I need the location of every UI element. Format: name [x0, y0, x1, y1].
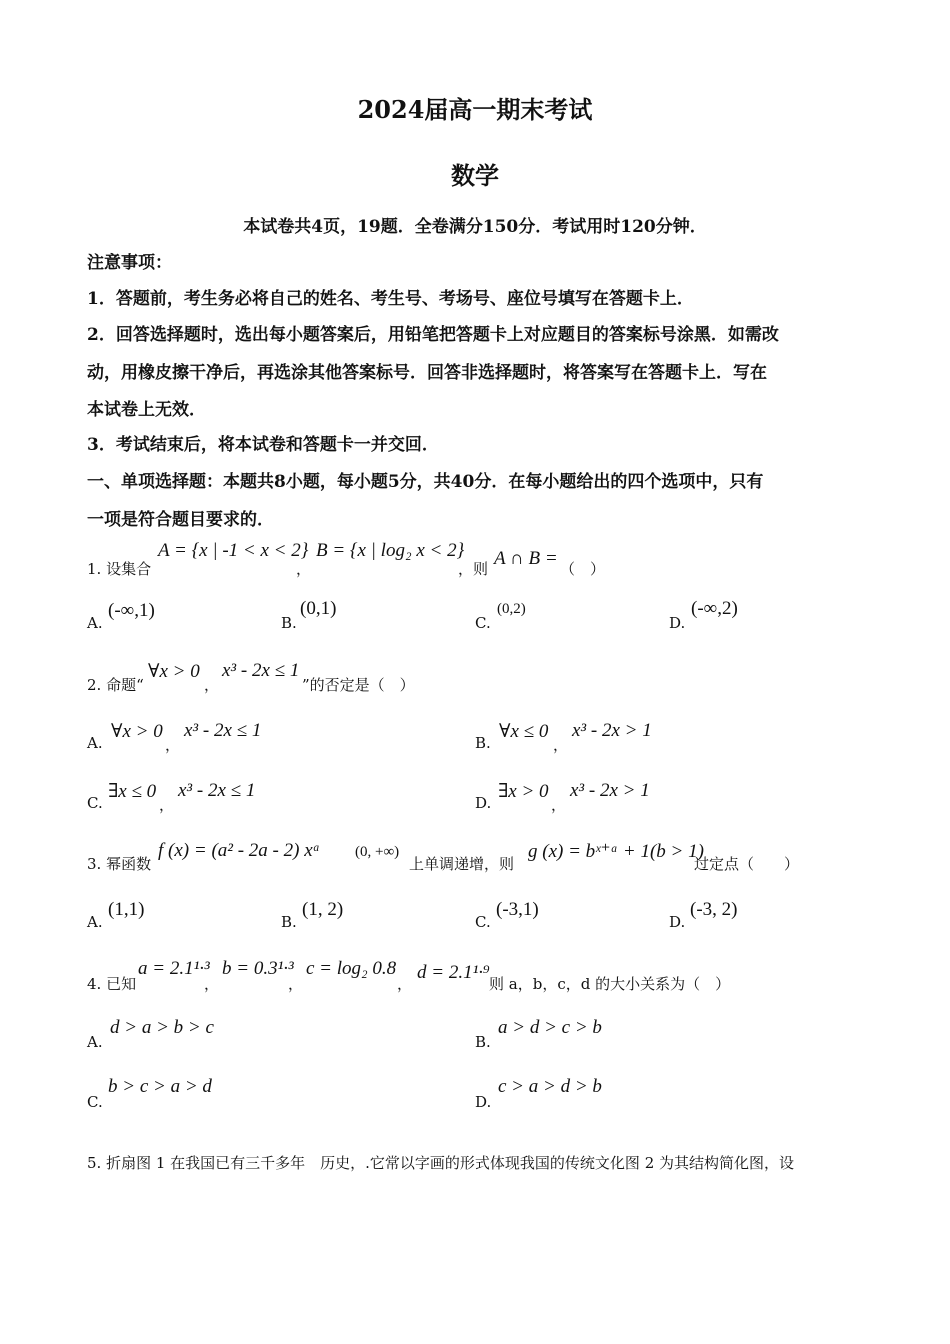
- q4-option-c-label: C.: [87, 1093, 103, 1111]
- q2-option-d-comma: ，: [551, 796, 567, 814]
- q2-option-d-inequality: x³ - 2x > 1: [570, 780, 650, 801]
- question-4-b: b = 0.3¹·³: [222, 958, 294, 979]
- q3-option-a-text: (1,1): [108, 899, 145, 920]
- q2-option-a-inequality: x³ - 2x ≤ 1: [184, 720, 262, 741]
- question-3-prefix: 3. 幂函数: [87, 855, 152, 873]
- q3-option-b-text: (1, 2): [302, 899, 344, 920]
- q3-option-d-text: (-3, 2): [690, 899, 738, 920]
- q2-option-c-label: C.: [87, 794, 103, 812]
- question-2-prefix: 2. 命题“: [87, 676, 144, 694]
- q3-option-c-label: C.: [475, 913, 491, 931]
- q2-option-c-inequality: x³ - 2x ≤ 1: [178, 780, 256, 801]
- q2-option-a-comma: ，: [165, 736, 181, 754]
- question-2-suffix: ”的否定是（ ）: [302, 676, 415, 694]
- notes-heading: 注意事项：: [87, 253, 172, 273]
- q1-option-c-label: C.: [475, 614, 491, 632]
- question-1-comma: ，: [296, 560, 312, 578]
- q4-option-d-label: D.: [475, 1093, 492, 1111]
- question-3-function: f (x) = (a² - 2a - 2) xᵃ: [158, 840, 321, 861]
- question-4-comma-2: ，: [288, 975, 304, 993]
- question-3-suffix: 过定点（ ）: [694, 855, 800, 873]
- section-1-line-2: 一项是符合题目要求的．: [87, 510, 274, 530]
- q1-option-d-label: D.: [669, 614, 686, 632]
- q1-option-b-label: B.: [281, 614, 297, 632]
- q1-option-a-label: A.: [87, 614, 103, 632]
- q2-option-b-inequality: x³ - 2x > 1: [572, 720, 652, 741]
- question-1-expression: A ∩ B =: [494, 548, 558, 569]
- question-4-d: d = 2.1¹·⁹: [417, 962, 490, 983]
- q3-option-a-label: A.: [87, 913, 103, 931]
- q2-option-b-comma: ，: [553, 736, 569, 754]
- question-1-set-b: B = {x | log₂ x < 2}: [316, 540, 465, 561]
- q4-option-b-text: a > d > c > b: [498, 1017, 602, 1038]
- exam-subject: 数学: [451, 161, 499, 190]
- question-1-then: ，则: [458, 560, 489, 578]
- question-4-suffix: 则 a，b，c，d 的大小关系为（ ）: [489, 975, 731, 993]
- question-5-text: 5. 折扇图 1 在我国已有三千多年 历史，.它常以字画的形式体现我国的传统文化图 2 为其结构简化图，设: [87, 1154, 795, 1172]
- question-4-a: a = 2.1¹·³: [138, 958, 210, 979]
- section-1-line-1: 一、单项选择题：本题共8小题，每小题5分，共40分．在每小题给出的四个选项中，只有: [87, 472, 764, 492]
- note-item-1: 1．答题前，考生务必将自己的姓名、考生号、考场号、座位号填写在答题卡上．: [87, 289, 694, 309]
- question-2-inequality: x³ - 2x ≤ 1: [222, 660, 300, 681]
- question-4-prefix: 4. 已知: [87, 975, 137, 993]
- exam-title: 2024届高一期末考试: [357, 95, 593, 124]
- note-item-3: 3．考试结束后，将本试卷和答题卡一并交回．: [87, 435, 439, 455]
- q2-option-b-quantifier: ∀x ≤ 0: [499, 721, 549, 742]
- q4-option-d-text: c > a > d > b: [498, 1076, 602, 1097]
- q4-option-b-label: B.: [475, 1033, 491, 1051]
- exam-info: 本试卷共4页，19题．全卷满分150分．考试用时120分钟．: [243, 217, 707, 237]
- q4-option-a-text: d > a > b > c: [110, 1017, 214, 1038]
- q3-option-b-label: B.: [281, 913, 297, 931]
- q1-option-c-text: (0,2): [497, 601, 526, 617]
- note-item-2-line-2: 动，用橡皮擦干净后，再选涂其他答案标号．回答非选择题时，将答案写在答题卡上．写在: [87, 363, 767, 383]
- q1-option-d-text: (-∞,2): [691, 598, 738, 619]
- question-1-set-a: A = {x | -1 < x < 2}: [158, 540, 309, 561]
- note-item-2-line-3: 本试卷上无效．: [87, 400, 206, 420]
- q2-option-d-label: D.: [475, 794, 492, 812]
- q2-option-d-quantifier: ∃x > 0: [498, 781, 549, 802]
- question-3-g-function: g (x) = bˣ⁺ᵃ + 1(b > 1): [528, 841, 704, 862]
- q2-option-c-comma: ，: [159, 796, 175, 814]
- question-4-c: c = log₂ 0.8: [306, 958, 397, 979]
- question-2-comma: ，: [204, 676, 220, 694]
- q1-option-a-text: (-∞,1): [108, 600, 155, 621]
- question-3-middle: 上单调递增，则: [409, 855, 515, 873]
- question-4-comma-3: ，: [397, 975, 413, 993]
- note-item-2-line-1: 2．回答选择题时，选出每小题答案后，用铅笔把答题卡上对应题目的答案标号涂黑．如需改: [87, 325, 779, 345]
- q2-option-b-label: B.: [475, 734, 491, 752]
- question-4-comma-1: ，: [204, 975, 220, 993]
- q4-option-a-label: A.: [87, 1033, 103, 1051]
- question-1-prefix: 1. 设集合: [87, 560, 152, 578]
- q3-option-d-label: D.: [669, 913, 686, 931]
- question-3-interval: (0, +∞): [355, 844, 400, 860]
- q1-option-b-text: (0,1): [300, 598, 337, 619]
- q4-option-c-text: b > c > a > d: [108, 1076, 212, 1097]
- question-2-quantifier: ∀x > 0: [148, 661, 200, 682]
- q2-option-a-label: A.: [87, 734, 103, 752]
- q3-option-c-text: (-3,1): [496, 899, 539, 920]
- question-1-paren: （ ）: [560, 560, 606, 578]
- q2-option-a-quantifier: ∀x > 0: [111, 721, 163, 742]
- q2-option-c-quantifier: ∃x ≤ 0: [108, 781, 157, 802]
